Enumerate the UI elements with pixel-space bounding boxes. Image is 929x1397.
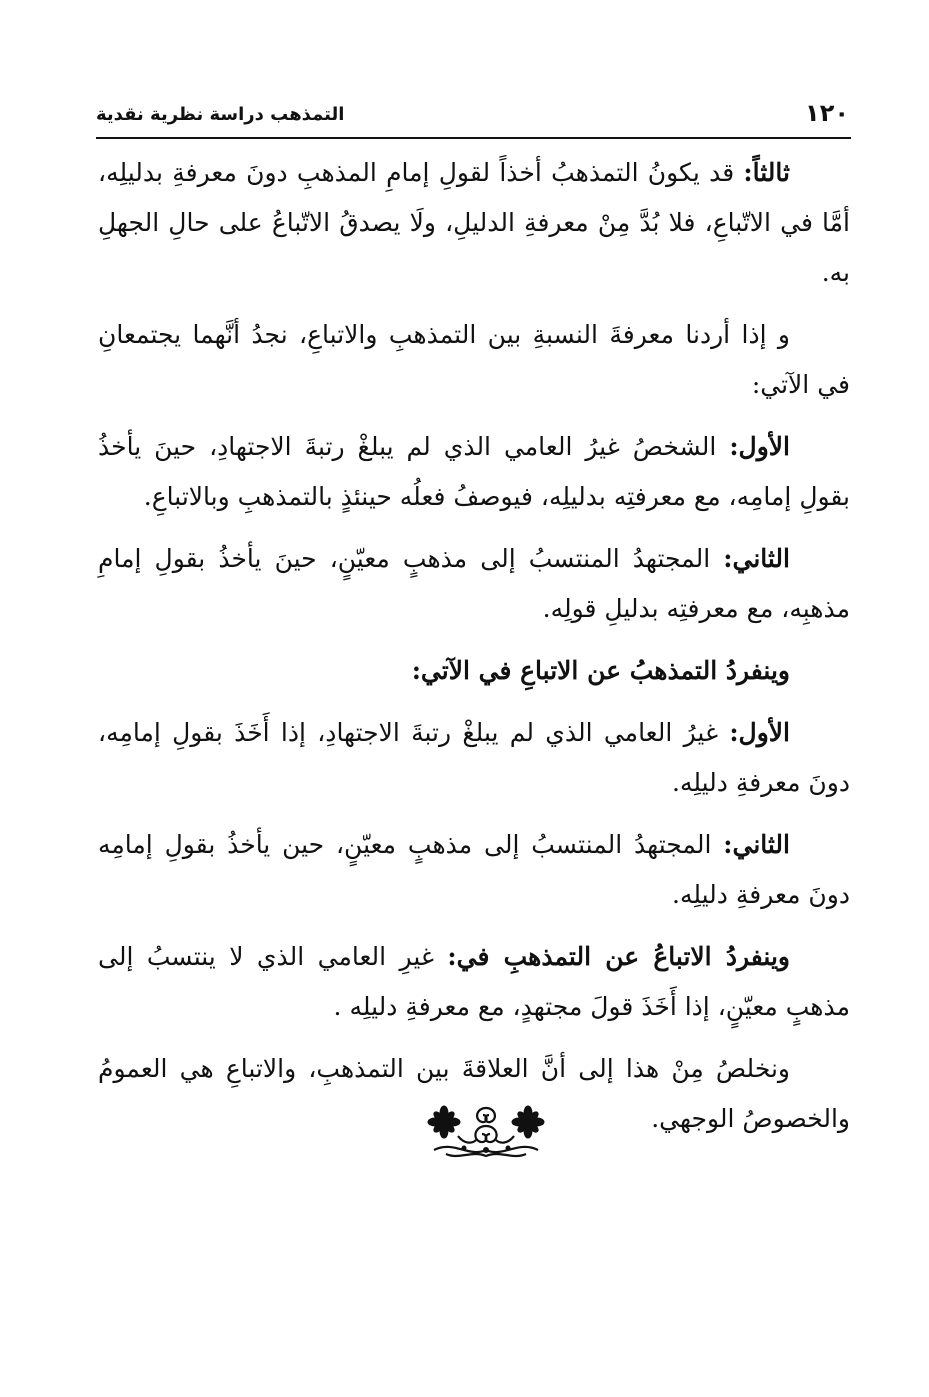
paragraph-lead: الأول: — [729, 432, 790, 461]
paragraph — [98, 646, 850, 696]
paragraph-text: قد يكونُ التمذهبُ أخذاً لقولِ إمامِ المذهبِ دونَ معرفةِ بدليلِه، أمَّا في الاتّباعِ، فلا بُدَّ مِنْ معرفةِ الدليلِ، ولَا يصدقُ الاتّباعُ على حالِ الجهلِ به. — [98, 158, 850, 287]
paragraph-text: غيرُ العامي الذي لم يبلغْ رتبةَ الاجتهادِ، إذا أَخَذَ بقولِ إمامِه، دونَ معرفةِ دليلِه. — [98, 718, 850, 797]
running-title: التمذهب دراسة نظرية نقدية — [96, 104, 345, 125]
paragraph-text: المجتهدُ المنتسبُ إلى مذهبٍ معيّنٍ، حين يأخذُ بقولِ إمامِه دونَ معرفةِ دليلِه. — [98, 830, 850, 909]
paragraph-text: المجتهدُ المنتسبُ إلى مذهبٍ معيّنٍ، حينَ يأخذُ بقولِ إمامِ مذهبِه، مع معرفتِه بدليلِ قولِه. — [98, 544, 850, 623]
paragraph-text: و إذا أردنا معرفةَ النسبةِ بين التمذهبِ والاتباعِ، نجدُ أنَّهما يجتمعانِ في الآتي: — [98, 320, 850, 399]
paragraph — [98, 534, 850, 634]
paragraph-text: ونخلصُ مِنْ هذا إلى أنَّ العلاقةَ بين التمذهبِ، والاتباعِ هي العمومُ والخصوصُ الوجهي. — [98, 1054, 850, 1133]
paragraph-lead: وينفردُ الاتباعُ عن التمذهبِ في: — [447, 942, 790, 971]
paragraph — [98, 422, 850, 522]
header-divider — [96, 137, 851, 139]
paragraph-lead: وينفردُ التمذهبُ عن الاتباعِ في الآتي: — [411, 656, 790, 685]
paragraph-lead: الأول: — [729, 718, 790, 747]
paragraph-text: غيرِ العامي الذي لا ينتسبُ إلى مذهبٍ معيّنٍ، إذا أَخَذَ قولَ مجتهدٍ، مع معرفةِ دليلِه . — [98, 942, 850, 1021]
paragraph — [98, 310, 850, 410]
running-header — [96, 96, 849, 136]
body-text — [98, 148, 850, 1156]
floral-ornament-icon — [424, 1100, 548, 1162]
paragraph-lead: الثاني: — [723, 830, 790, 859]
paragraph-text: الشخصُ غيرُ العامي الذي لم يبلغْ رتبةَ الاجتهادِ، حينَ يأخذُ بقولِ إمامِه، مع معرفتِه بدليلِه، فيوصفُ فعلُه حينئذٍ بالتمذهبِ وبالاتباعِ. — [98, 432, 850, 511]
page-number: ١٢٠ — [805, 99, 849, 127]
paragraph — [98, 708, 850, 808]
paragraph-lead: الثاني: — [723, 544, 790, 573]
paragraph — [98, 932, 850, 1032]
paragraph-lead: ثالثاً: — [743, 158, 790, 187]
paragraph — [98, 820, 850, 920]
paragraph — [98, 148, 850, 298]
